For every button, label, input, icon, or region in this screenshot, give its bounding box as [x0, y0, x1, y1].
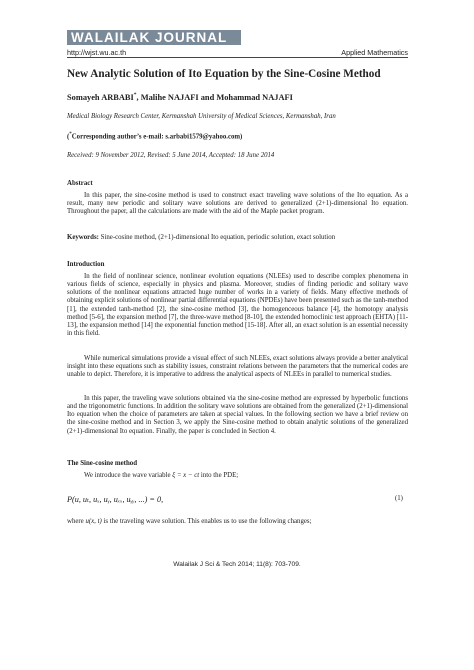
wave-variable: ξ = x − ct — [172, 472, 200, 479]
sine-cosine-heading: The Sine-cosine method — [67, 460, 138, 467]
corr-open: ( — [67, 133, 70, 141]
journal-category: Applied Mathematics — [341, 48, 408, 57]
corr-text: Corresponding author’s e-mail: s.arbabi1579@yahoo.com) — [71, 133, 243, 141]
author-first: Somayeh ARBABI — [67, 92, 134, 102]
equation-1-number: (1) — [395, 495, 403, 502]
wave-variable-intro — [67, 472, 408, 480]
affiliation: Medical Biology Research Center, Kermanshah University of Medical Sciences, Kermanshah, Iran — [67, 113, 336, 120]
corresponding-email — [67, 132, 408, 140]
journal-url[interactable]: http://wjst.wu.ac.th — [67, 48, 127, 57]
author-list — [67, 92, 408, 102]
where-line — [67, 518, 408, 526]
equation-1: P(u, uₜ, uₓ, uᵧ, uₓₓ, uᵧᵧ, ...) = 0, — [67, 495, 164, 504]
corresponding-mark: * — [133, 92, 137, 98]
where-symbol: u(x, t) — [85, 518, 102, 525]
wave-intro-tail: into the PDE; — [199, 472, 239, 479]
intro-paragraph-3: In this paper, the traveling wave solutions obtained via the sine-cosine method are expressed by hyperbolic functions and the trigonometric functions. In addition the solitary wave solutions are obtained from the generalized (2+1)-dimensional Ito equation when the choice of parameters are taken at special values. In the following section we have a brief review on the sine-cosine method and in Section 3, we apply the Sine-cosine method to obtain analytic solutions of the generalized (2+1)-dimensional Ito equation. Finally, the paper is concluded in Section 4. — [67, 395, 408, 435]
intro-paragraph-1: In the field of nonlinear science, nonlinear evolution equations (NLEEs) used to describe complex phenomena in various fields of science, especially in physics and plasma. Moreover, studies of finding periodic and solitary wave solutions of the nonlinear equations attracted huge number of works in a variety of fields. Many effective methods of obtaining explicit solutions of nonlinear partial differential equations (NPDEs) have been presented such as the tanh-method [1], the extended tanh-method [2], the sine-cosine method [3], the homogenceous balance [4], the homotopy analysis method [5-6], the expansion method [7], the three-wave method [8-10], the extended homoclinic test approach (EHTA) [11-13], the expansion method [14] the exponential function method [15-18]. After all, an exact solution is an essential necessity in this field. — [67, 273, 408, 338]
introduction-heading: Introduction — [67, 261, 105, 268]
paper-title: New Analytic Solution of Ito Equation by the Sine-Cosine Method — [67, 68, 381, 80]
keywords-text: Sine-cosine method, (2+1)-dimensional Ito equation, periodic solution, exact solution — [98, 234, 336, 241]
submission-dates: Received: 9 November 2012, Revised: 5 June 2014, Accepted: 18 June 2014 — [67, 152, 275, 159]
abstract-heading: Abstract — [67, 180, 93, 187]
header-rule — [67, 57, 408, 58]
where-tail: is the traveling wave solution. This enables us to use the following changes; — [101, 518, 312, 525]
page-footer: Walailak J Sci & Tech 2014; 11(8): 703-709. — [173, 561, 301, 568]
author-rest: , Malihe NAJAFI and Mohammad NAJAFI — [136, 92, 293, 102]
journal-logo: WALAILAK JOURNAL — [71, 30, 228, 45]
keywords-label: Keywords: — [67, 234, 99, 241]
wave-intro-text: We introduce the wave variable — [84, 472, 173, 479]
intro-paragraph-2: While numerical simulations provide a visual effect of such NLEEs, exact solutions always provide a better analytical insight into these equations such as stability issues, constraint relations between the parameters that the numerical codes are unable to depict. Therefore, it is imperative to address the analytical aspects of NLEEs in parallel to numerical studies. — [67, 355, 408, 379]
keywords — [67, 234, 408, 241]
where-text: where — [67, 518, 86, 525]
corr-mark: * — [69, 132, 72, 137]
abstract-text: In this paper, the sine-cosine method is used to construct exact traveling wave solutions of the Ito equation. As a result, many new periodic and solitary wave solutions are derived to generalized (2+1)-dimensional Ito equation. Throughout the paper, all the calculations are made with the aid of the Maple packet program. — [67, 192, 408, 216]
